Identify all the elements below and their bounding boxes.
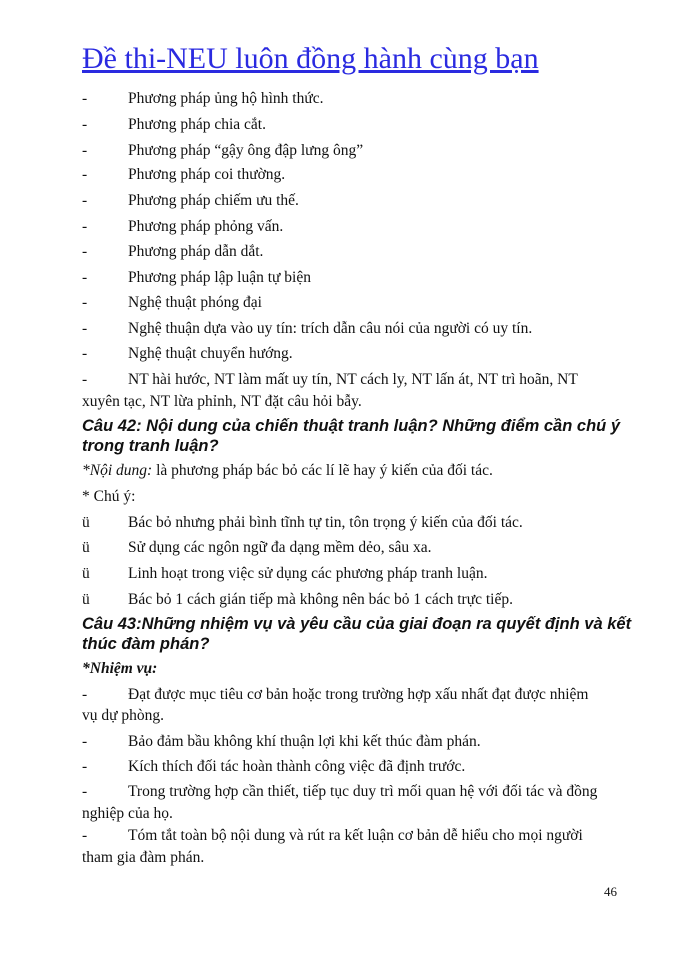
list-item-text: Phương pháp dẫn dắt. [128, 243, 264, 260]
bullet-dash: - [82, 294, 88, 311]
task-continuation: tham gia đàm phán. [82, 849, 205, 866]
heading-line: Câu 43:Những nhiệm vụ và yêu cầu của giai đoạn ra quyết định và kết [82, 615, 632, 633]
note-label: * Chú ý: [82, 488, 136, 505]
bullet-dash: - [82, 783, 88, 800]
list-item-text: Nghệ thuật chuyển hướng. [128, 345, 293, 362]
checkmark-bullet-icon: ü [82, 539, 90, 556]
list-item-text: Phương pháp ủng hộ hình thức. [128, 90, 324, 107]
note-item [82, 589, 622, 611]
note-text: Bác bỏ 1 cách gián tiếp mà không nên bác bỏ 1 cách trực tiếp. [128, 591, 513, 608]
list-item [82, 140, 622, 162]
bullet-dash: - [82, 243, 88, 260]
task-item [82, 825, 622, 847]
note-item [82, 537, 622, 559]
bullet-dash: - [82, 269, 88, 286]
list-item [82, 267, 622, 289]
bullet-dash: - [82, 686, 88, 703]
list-item-text: Nghệ thuật phóng đại [128, 294, 262, 311]
page-number: 46 [604, 884, 617, 899]
heading-line: thúc đàm phán? [82, 635, 210, 653]
bullet-dash: - [82, 192, 88, 209]
task-item [82, 756, 622, 778]
task-text: Kích thích đối tác hoàn thành công việc đã định trước. [128, 758, 466, 775]
task-text: Tóm tắt toàn bộ nội dung và rút ra kết luận cơ bản dễ hiểu cho mọi người [128, 827, 583, 844]
bullet-dash: - [82, 166, 88, 183]
task-text: Bảo đảm bầu không khí thuận lợi khi kết thúc đàm phán. [128, 733, 481, 750]
bullet-dash: - [82, 371, 88, 388]
task-item [82, 781, 622, 803]
bullet-dash: - [82, 827, 88, 844]
note-item [82, 512, 622, 534]
list-item [82, 164, 622, 186]
task-text: Đạt được mục tiêu cơ bản hoặc trong trường hợp xấu nhất đạt được nhiệm [128, 686, 589, 703]
task-continuation: vụ dự phòng. [82, 707, 165, 724]
bullet-dash: - [82, 758, 88, 775]
task-item [82, 684, 622, 706]
list-item-continuation: xuyên tạc, NT lừa phỉnh, NT đặt câu hỏi bẫy. [82, 393, 362, 410]
list-item-text: NT hài hước, NT làm mất uy tín, NT cách ly, NT lấn át, NT trì hoãn, NT [128, 371, 578, 388]
bullet-dash: - [82, 142, 88, 159]
bullet-dash: - [82, 345, 88, 362]
note-text: Bác bỏ nhưng phải bình tĩnh tự tin, tôn trọng ý kiến của đối tác. [128, 514, 523, 531]
bullet-dash: - [82, 116, 88, 133]
task-item [82, 731, 622, 753]
page-header-link[interactable]: Đề thi-NEU luôn đồng hành cùng bạn [82, 42, 539, 75]
tasks-label: *Nhiệm vụ: [82, 660, 158, 677]
question-43-heading [82, 614, 642, 654]
list-item-text: Phương pháp chiếm ưu thế. [128, 192, 299, 209]
list-item-text: Phương pháp coi thường. [128, 166, 286, 183]
list-item-text: Nghệ thuận dựa vào uy tín: trích dẫn câu nói của người có uy tín. [128, 320, 533, 337]
list-item [82, 114, 622, 136]
list-item [82, 292, 622, 314]
bullet-dash: - [82, 218, 88, 235]
list-item [82, 241, 622, 263]
content-paragraph [82, 460, 622, 482]
bullet-dash: - [82, 320, 88, 337]
checkmark-bullet-icon: ü [82, 514, 90, 531]
heading-line: Câu 42: Nội dung của chiến thuật tranh luận? Những điểm cần chú ý [82, 417, 620, 435]
checkmark-bullet-icon: ü [82, 565, 90, 582]
note-text: Sử dụng các ngôn ngữ đa dạng mềm dẻo, sâu xa. [128, 539, 432, 556]
bullet-dash: - [82, 90, 88, 107]
note-text: Linh hoạt trong việc sử dụng các phương pháp tranh luận. [128, 565, 488, 582]
bullet-dash: - [82, 733, 88, 750]
content-text: là phương pháp bác bỏ các lí lẽ hay ý kiến của đối tác. [152, 462, 493, 479]
list-item [82, 318, 622, 340]
list-item-text: Phương pháp chia cắt. [128, 116, 266, 133]
question-42-heading [82, 416, 642, 456]
task-text: Trong trường hợp cần thiết, tiếp tục duy trì mối quan hệ với đối tác và đồng [128, 783, 598, 800]
list-item-text: Phương pháp phỏng vấn. [128, 218, 284, 235]
list-item [82, 369, 622, 391]
list-item [82, 190, 622, 212]
list-item [82, 343, 622, 365]
list-item [82, 88, 622, 110]
checkmark-bullet-icon: ü [82, 591, 90, 608]
list-item [82, 216, 622, 238]
heading-line: trong tranh luận? [82, 437, 219, 455]
note-item [82, 563, 622, 585]
task-continuation: nghiệp của họ. [82, 805, 173, 822]
list-item-text: Phương pháp lập luận tự biện [128, 269, 311, 286]
list-item-text: Phương pháp “gậy ông đập lưng ông” [128, 142, 364, 159]
content-label: *Nội dung: [82, 462, 153, 479]
